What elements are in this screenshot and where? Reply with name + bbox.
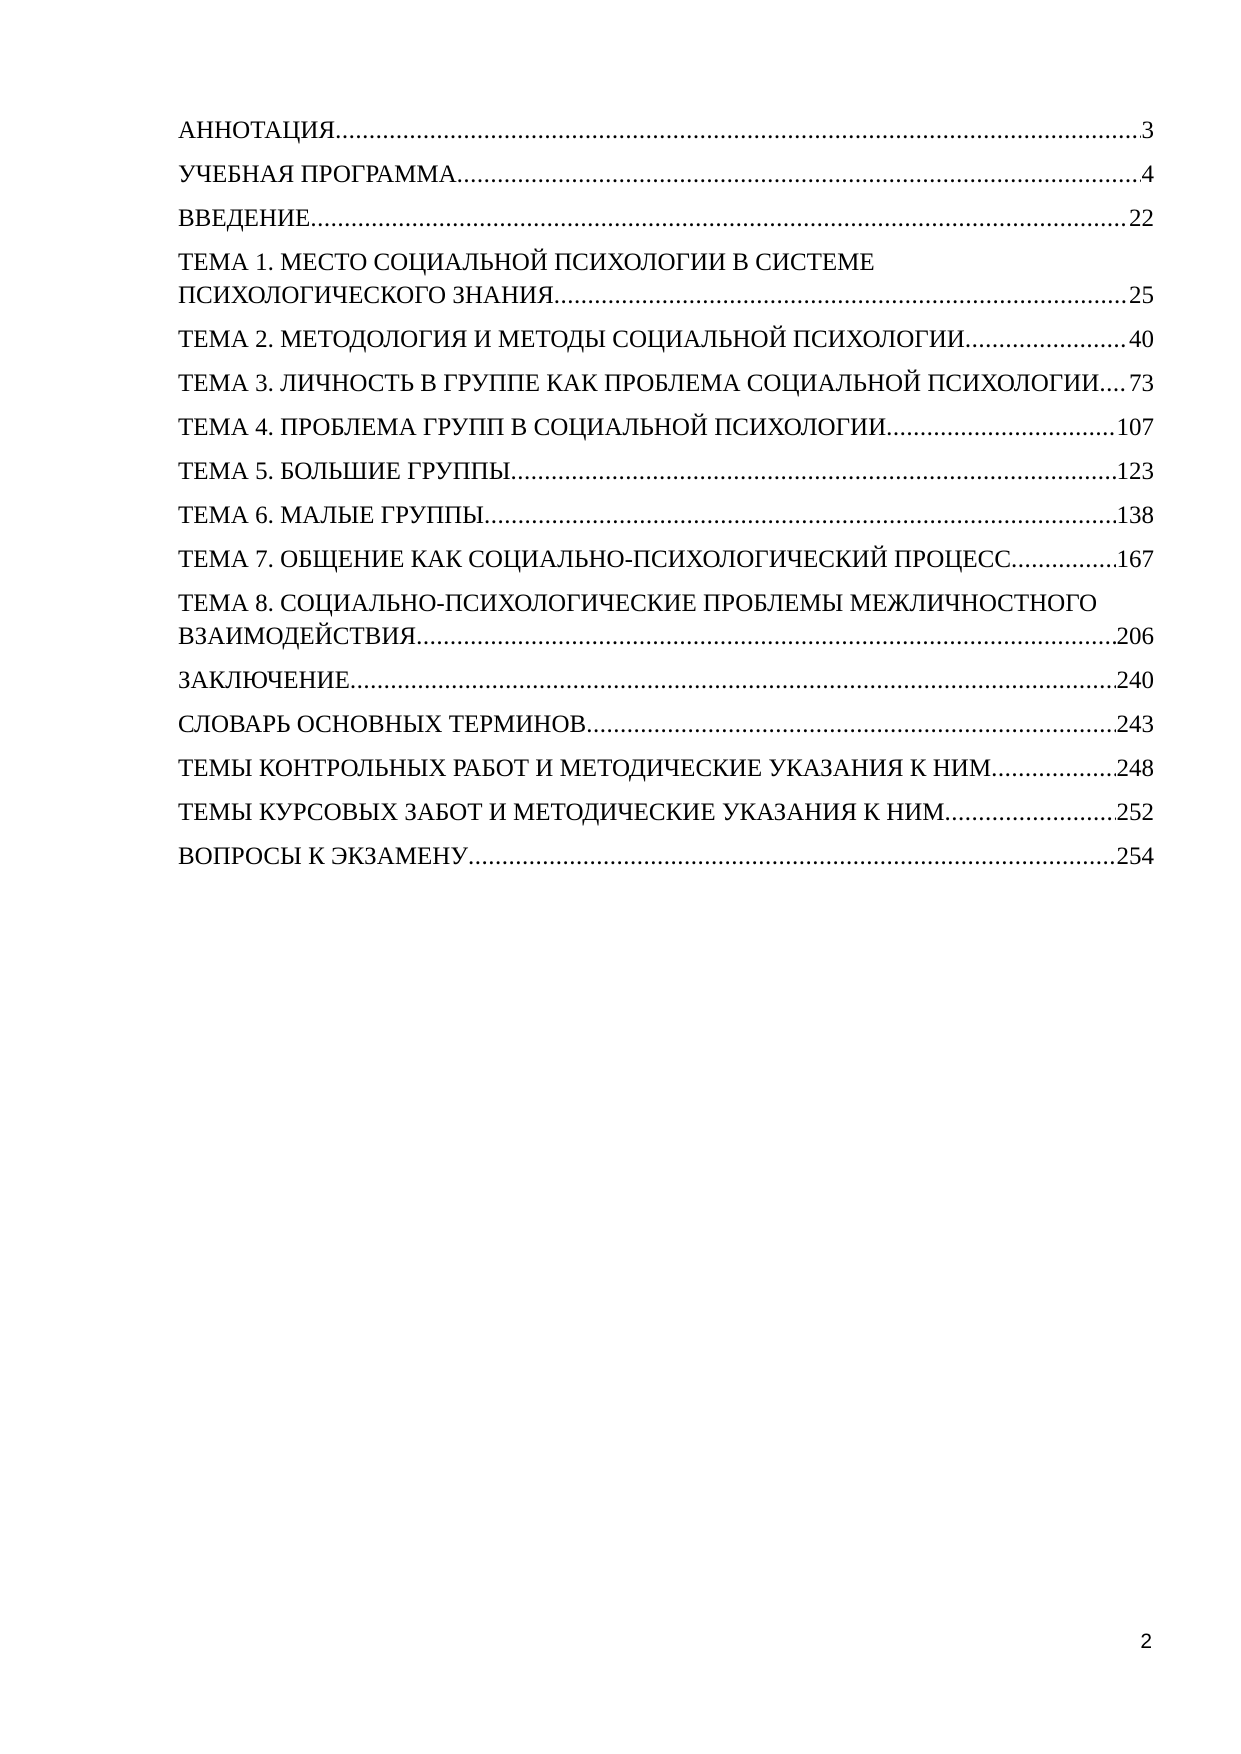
toc-dot-leader xyxy=(468,840,1115,873)
toc-entry[interactable] xyxy=(178,796,1154,829)
toc-dot-leader xyxy=(416,620,1115,653)
toc-dot-leader xyxy=(586,708,1115,741)
toc-entry-page-number: 206 xyxy=(1116,623,1154,650)
toc-entry-title: ВВЕДЕНИЕ xyxy=(178,205,311,232)
toc-entry-page-number: 22 xyxy=(1129,205,1154,232)
toc-entry[interactable] xyxy=(178,411,1154,444)
toc-entry-title: ВЗАИМОДЕЙСТВИЯ xyxy=(178,623,417,650)
toc-dot-leader xyxy=(310,202,1128,235)
toc-entry-title: ТЕМА 2. МЕТОДОЛОГИЯ И МЕТОДЫ СОЦИАЛЬНОЙ ПСИХОЛОГИИ xyxy=(178,326,965,353)
toc-entry-page-number: 73 xyxy=(1129,370,1154,397)
toc-entry-line xyxy=(178,752,1154,785)
toc-entry[interactable] xyxy=(178,499,1154,532)
toc-entry-page-number: 123 xyxy=(1116,458,1154,485)
toc-entry-line xyxy=(178,202,1154,235)
toc-dot-leader xyxy=(1011,543,1115,576)
toc-dot-leader xyxy=(484,499,1116,532)
toc-entry-line xyxy=(178,796,1154,829)
toc-entry-page-number: 240 xyxy=(1116,667,1154,694)
toc-dot-leader xyxy=(991,752,1115,785)
toc-entry-line xyxy=(178,499,1154,532)
toc-entry[interactable] xyxy=(178,202,1154,235)
table-of-contents xyxy=(178,114,1154,884)
toc-entry-page-number: 25 xyxy=(1129,282,1154,309)
toc-entry-page-number: 138 xyxy=(1116,502,1154,529)
toc-entry[interactable] xyxy=(178,587,1154,653)
toc-entry-title: ТЕМЫ КОНТРОЛЬНЫХ РАБОТ И МЕТОДИЧЕСКИЕ УКАЗАНИЯ К НИМ xyxy=(178,755,992,782)
toc-dot-leader xyxy=(554,279,1128,312)
toc-dot-leader xyxy=(511,455,1116,488)
toc-entry-line xyxy=(178,620,1154,653)
toc-dot-leader xyxy=(945,796,1116,829)
toc-dot-leader xyxy=(886,411,1115,444)
toc-entry-line xyxy=(178,158,1154,191)
toc-entry-page-number: 40 xyxy=(1129,326,1154,353)
toc-entry[interactable] xyxy=(178,114,1154,147)
toc-entry[interactable] xyxy=(178,840,1154,873)
toc-entry-line xyxy=(178,543,1154,576)
toc-entry-page-number: 254 xyxy=(1116,843,1154,870)
toc-entry-title: ПСИХОЛОГИЧЕСКОГО ЗНАНИЯ xyxy=(178,282,554,309)
toc-entry-line xyxy=(178,455,1154,488)
toc-entry-title: ВОПРОСЫ К ЭКЗАМЕНУ xyxy=(178,843,469,870)
toc-entry[interactable] xyxy=(178,367,1154,400)
toc-entry-line xyxy=(178,323,1154,356)
toc-dot-leader xyxy=(965,323,1128,356)
toc-entry-line xyxy=(178,114,1154,147)
toc-entry-line xyxy=(178,708,1154,741)
toc-entry-page-number: 243 xyxy=(1116,711,1154,738)
toc-entry-page-number: 167 xyxy=(1116,546,1154,573)
toc-entry-line xyxy=(178,411,1154,444)
toc-entry-title: ТЕМА 6. МАЛЫЕ ГРУППЫ xyxy=(178,502,484,529)
toc-entry-line xyxy=(178,840,1154,873)
toc-entry-title: ТЕМА 7. ОБЩЕНИЕ КАК СОЦИАЛЬНО-ПСИХОЛОГИЧЕСКИЙ ПРОЦЕСС xyxy=(178,546,1012,573)
toc-entry[interactable] xyxy=(178,455,1154,488)
toc-entry-title: СЛОВАРЬ ОСНОВНЫХ ТЕРМИНОВ xyxy=(178,711,587,738)
toc-entry-page-number: 252 xyxy=(1116,799,1154,826)
toc-entry-title-line1: ТЕМА 1. МЕСТО СОЦИАЛЬНОЙ ПСИХОЛОГИИ В СИСТЕМЕ xyxy=(178,249,875,276)
toc-dot-leader xyxy=(350,664,1116,697)
toc-entry-line xyxy=(178,664,1154,697)
toc-entry-page-number: 4 xyxy=(1141,161,1154,188)
toc-entry[interactable] xyxy=(178,543,1154,576)
toc-entry[interactable] xyxy=(178,752,1154,785)
toc-entry[interactable] xyxy=(178,664,1154,697)
toc-entry-title: АННОТАЦИЯ xyxy=(178,117,336,144)
page-number: 2 xyxy=(1140,1630,1152,1653)
toc-dot-leader xyxy=(1099,367,1128,400)
toc-entry[interactable] xyxy=(178,323,1154,356)
toc-dot-leader xyxy=(335,114,1140,147)
toc-entry-page-number: 3 xyxy=(1141,117,1154,144)
toc-entry-page-number: 107 xyxy=(1116,414,1154,441)
toc-entry-title: ТЕМА 3. ЛИЧНОСТЬ В ГРУППЕ КАК ПРОБЛЕМА СОЦИАЛЬНОЙ ПСИХОЛОГИИ xyxy=(178,370,1100,397)
toc-entry-title: УЧЕБНАЯ ПРОГРАММА xyxy=(178,161,457,188)
toc-entry-line xyxy=(178,367,1154,400)
toc-entry-title: ЗАКЛЮЧЕНИЕ xyxy=(178,667,350,694)
toc-entry-line xyxy=(178,279,1154,312)
toc-entry-title: ТЕМА 5. БОЛЬШИЕ ГРУППЫ xyxy=(178,458,511,485)
toc-entry-title: ТЕМА 4. ПРОБЛЕМА ГРУПП В СОЦИАЛЬНОЙ ПСИХОЛОГИИ xyxy=(178,414,887,441)
toc-entry[interactable] xyxy=(178,158,1154,191)
toc-entry-page-number: 248 xyxy=(1116,755,1154,782)
toc-entry-title: ТЕМЫ КУРСОВЫХ ЗАБОТ И МЕТОДИЧЕСКИЕ УКАЗАНИЯ К НИМ xyxy=(178,799,945,826)
toc-entry[interactable] xyxy=(178,246,1154,312)
toc-entry-title-line1: ТЕМА 8. СОЦИАЛЬНО-ПСИХОЛОГИЧЕСКИЕ ПРОБЛЕМЫ МЕЖЛИЧНОСТНОГО xyxy=(178,590,1098,617)
toc-dot-leader xyxy=(457,158,1141,191)
toc-entry[interactable] xyxy=(178,708,1154,741)
